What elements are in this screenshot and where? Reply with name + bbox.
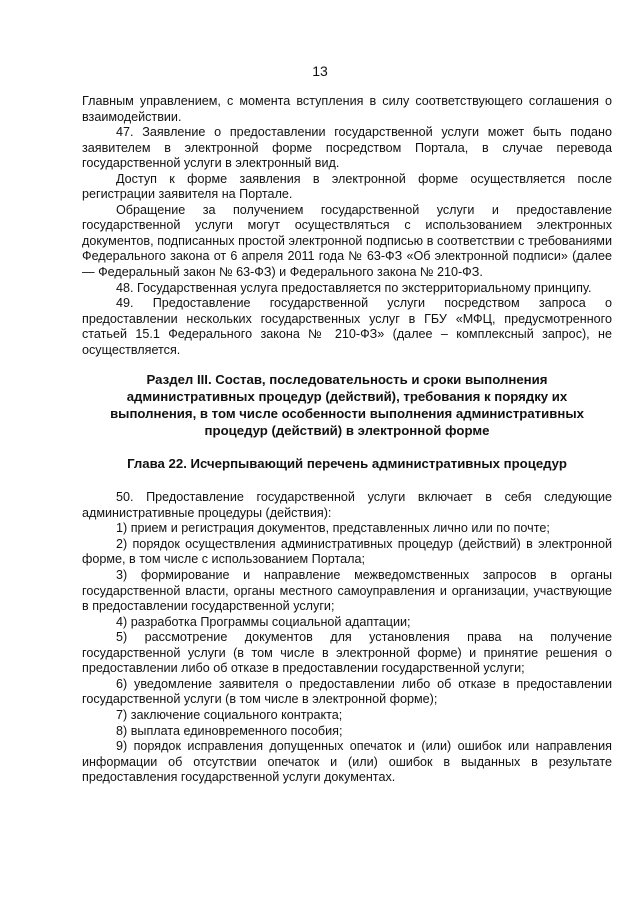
paragraph: 47. Заявление о предоставлении государственной услуги может быть подано заявителем в электронной форме посредством Портала, в случае перевода государственной услуги в электронный вид. xyxy=(82,125,612,171)
document-body xyxy=(82,94,612,786)
paragraph: Доступ к форме заявления в электронной форме осуществляется после регистрации заявителя на Портале. xyxy=(82,171,612,202)
list-item: 9) порядок исправления допущенных опечаток и (или) ошибок или направления информации об отсутствии опечаток и (или) ошибок в выданных в результате предоставления государственной услуги документах. xyxy=(82,739,612,785)
paragraph: 49. Предоставление государственной услуги посредством запроса о предоставлении нескольких государственных услуг в ГБУ «МФЦ, предусмотренного статьей 15.1 Федерального закона № 210-ФЗ» (далее – комплексный запрос), не осуществляется. xyxy=(82,296,612,357)
list-item: 2) порядок осуществления административных процедур (действий) в электронной форме, в том числе с использованием Портала; xyxy=(82,536,612,567)
section-heading: Раздел III. Состав, последовательность и сроки выполнения административных процедур (действий), требования к порядку их выполнения, в том числе особенности выполнения административных процедур (действий) в электронной форме xyxy=(110,372,584,439)
list-item: 6) уведомление заявителя о предоставлении либо об отказе в предоставлении государственной услуги (в том числе в электронной форме); xyxy=(82,676,612,707)
list-item: 1) прием и регистрация документов, представленных лично или по почте; xyxy=(116,521,550,536)
list-item: 8) выплата единовременного пособия; xyxy=(116,723,343,738)
paragraph: Главным управлением, с момента вступления в силу соответствующего соглашения о взаимодействии. xyxy=(82,94,612,124)
list-item: 4) разработка Программы социальной адаптации; xyxy=(116,614,411,629)
list-item: 7) заключение социального контракта; xyxy=(116,707,343,722)
paragraph: 48. Государственная услуга предоставляется по экстерриториальному принципу. xyxy=(116,280,592,295)
chapter-heading: Глава 22. Исчерпывающий перечень административных процедур xyxy=(127,456,567,472)
list-item: 3) формирование и направление межведомственных запросов в органы государственной власти, органы местного самоуправления и организации, участвующие в предоставлении государственной услуги; xyxy=(82,568,612,614)
page-number: 13 xyxy=(312,63,328,79)
paragraph: Обращение за получением государственной услуги и предоставление государственной услуги могут осуществляться с использованием электронных документов, подписанных простой электронной подписью в соответствии с требованиями Федерального закона от 6 апреля 2011 года № 63-ФЗ «Об электронной подписи» (далее — Федеральный закон № 63-ФЗ) и Федерального закона № 210-ФЗ. xyxy=(82,202,612,280)
list-item: 5) рассмотрение документов для установления права на получение государственной услуги (в том числе в электронной форме) и принятие решения о предоставлении либо об отказе в предоставлении государственной услуги; xyxy=(82,630,612,676)
list-intro: 50. Предоставление государственной услуги включает в себя следующие административные процедуры (действия): xyxy=(82,490,612,520)
